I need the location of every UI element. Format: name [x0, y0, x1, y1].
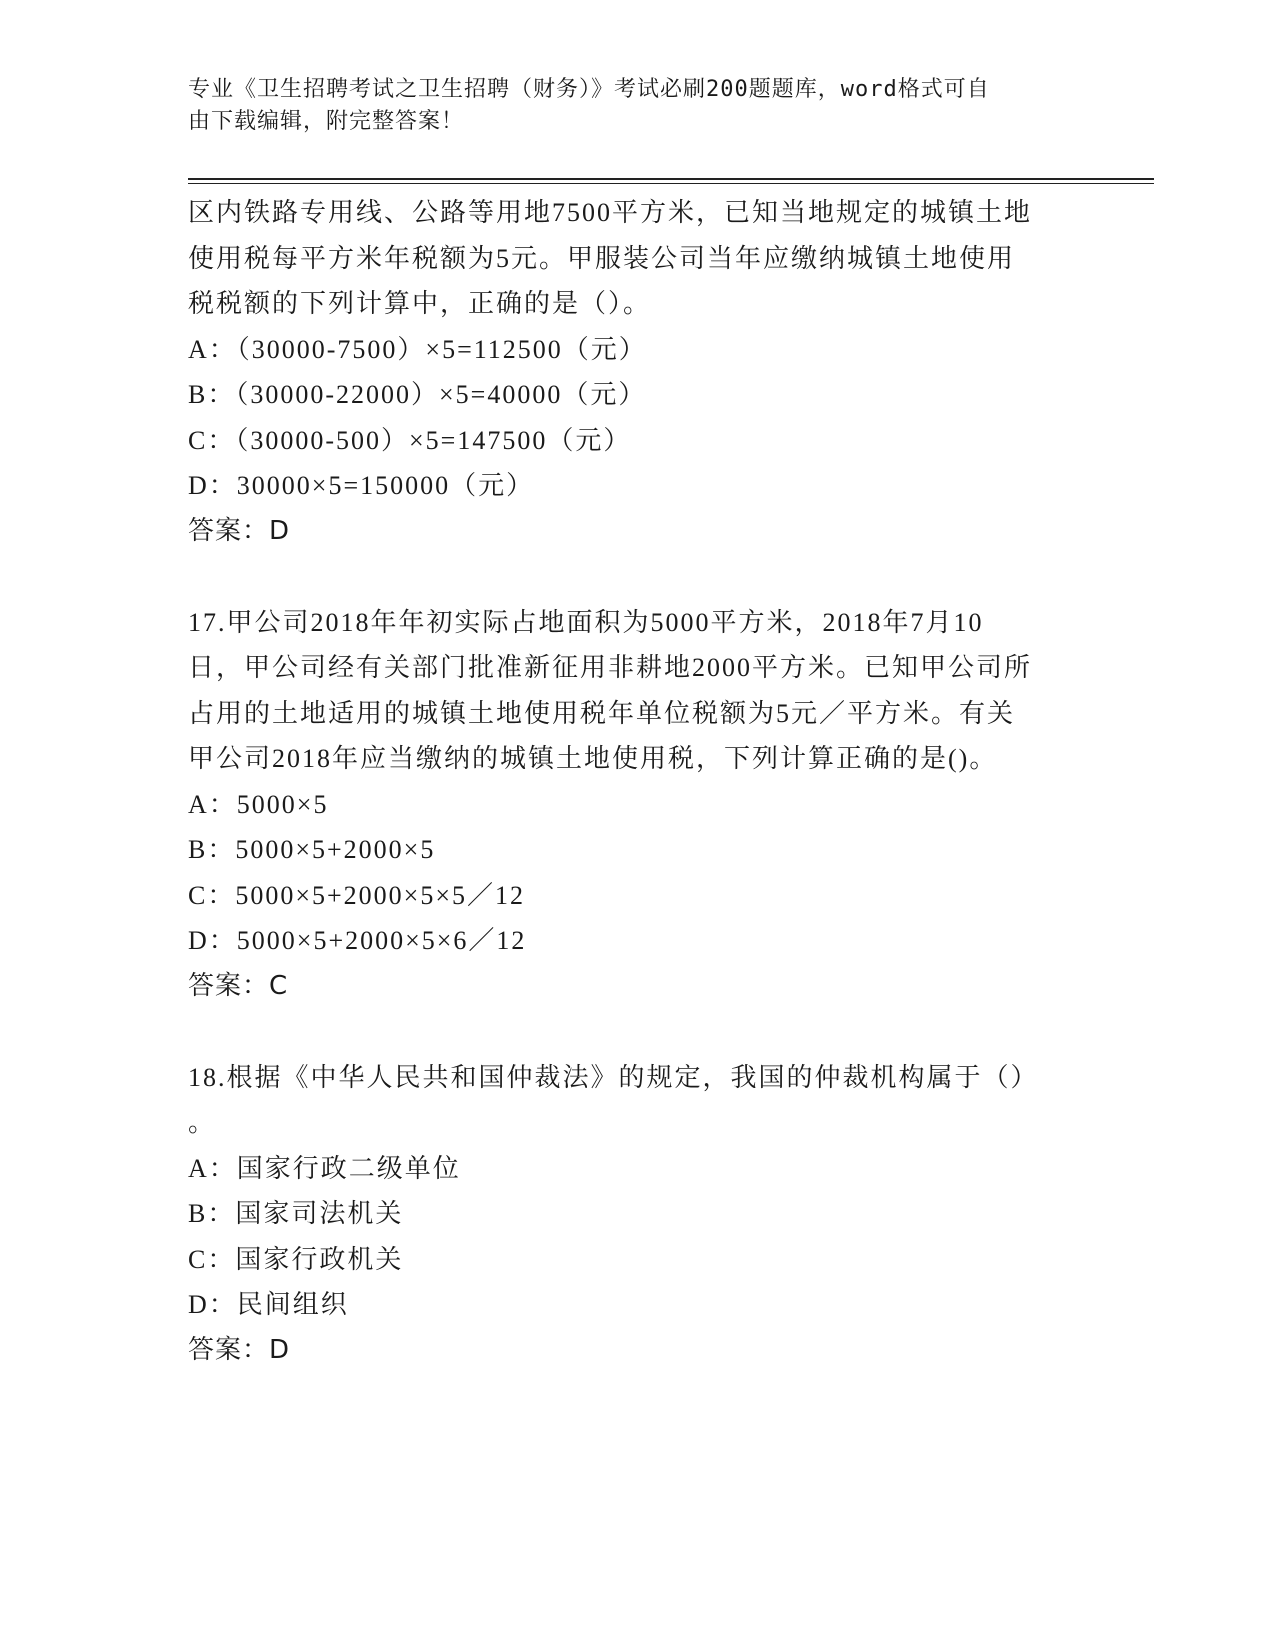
question-stem-line: 区内铁路专用线、公路等用地7500平方米，已知当地规定的城镇土地	[188, 198, 1033, 227]
question-stem-line: 甲公司2018年应当缴纳的城镇土地使用税，下列计算正确的是()。	[188, 744, 998, 773]
question-17	[188, 600, 1088, 1010]
option-d: D：5000×5+2000×5×6／12	[188, 926, 527, 955]
option-c: C：（30000-500）×5=147500（元）	[188, 425, 632, 455]
question-stem-line: 日，甲公司经有关部门批准新征用非耕地2000平方米。已知甲公司所	[188, 653, 1033, 682]
option-a: A：国家行政二级单位	[188, 1153, 461, 1183]
header-divider-thin	[188, 183, 1154, 184]
header-line-1: 专业《卫生招聘考试之卫生招聘（财务）》考试必刷200题题库，word格式可自	[188, 77, 990, 102]
question-16	[188, 190, 1088, 554]
header-divider-thick	[188, 178, 1154, 180]
header-line-2: 由下载编辑，附完整答案！	[188, 109, 465, 134]
option-c: C：5000×5+2000×5×5／12	[188, 880, 525, 910]
option-a: A：5000×5	[188, 789, 329, 819]
question-stem-line: 。	[188, 1108, 217, 1137]
option-b: B：国家司法机关	[188, 1199, 404, 1228]
document-body	[188, 190, 1088, 1373]
answer-line: 答案：C	[188, 970, 289, 1001]
question-stem-line: 税税额的下列计算中，正确的是（）。	[188, 289, 652, 318]
option-d: D：30000×5=150000（元）	[188, 471, 535, 500]
spacer	[188, 554, 1088, 600]
option-b: B：5000×5+2000×5	[188, 835, 436, 864]
question-stem-line: 占用的土地适用的城镇土地使用税年单位税额为5元／平方米。有关	[188, 698, 1016, 728]
option-d: D：民间组织	[188, 1290, 349, 1319]
question-stem-line: 17.甲公司2018年年初实际占地面积为5000平方米，2018年7月10	[188, 607, 984, 637]
question-stem-line: 18.根据《中华人民共和国仲裁法》的规定，我国的仲裁机构属于（）	[188, 1062, 1039, 1092]
answer-line: 答案：D	[188, 515, 291, 546]
document-header	[188, 74, 1068, 138]
question-stem-line: 使用税每平方米年税额为5元。甲服装公司当年应缴纳城镇土地使用	[188, 243, 1016, 273]
spacer	[188, 1009, 1088, 1055]
option-c: C：国家行政机关	[188, 1244, 404, 1274]
answer-line: 答案：D	[188, 1334, 291, 1365]
question-18	[188, 1055, 1088, 1374]
option-b: B：（30000-22000）×5=40000（元）	[188, 380, 647, 409]
option-a: A：（30000-7500）×5=112500（元）	[188, 334, 647, 364]
